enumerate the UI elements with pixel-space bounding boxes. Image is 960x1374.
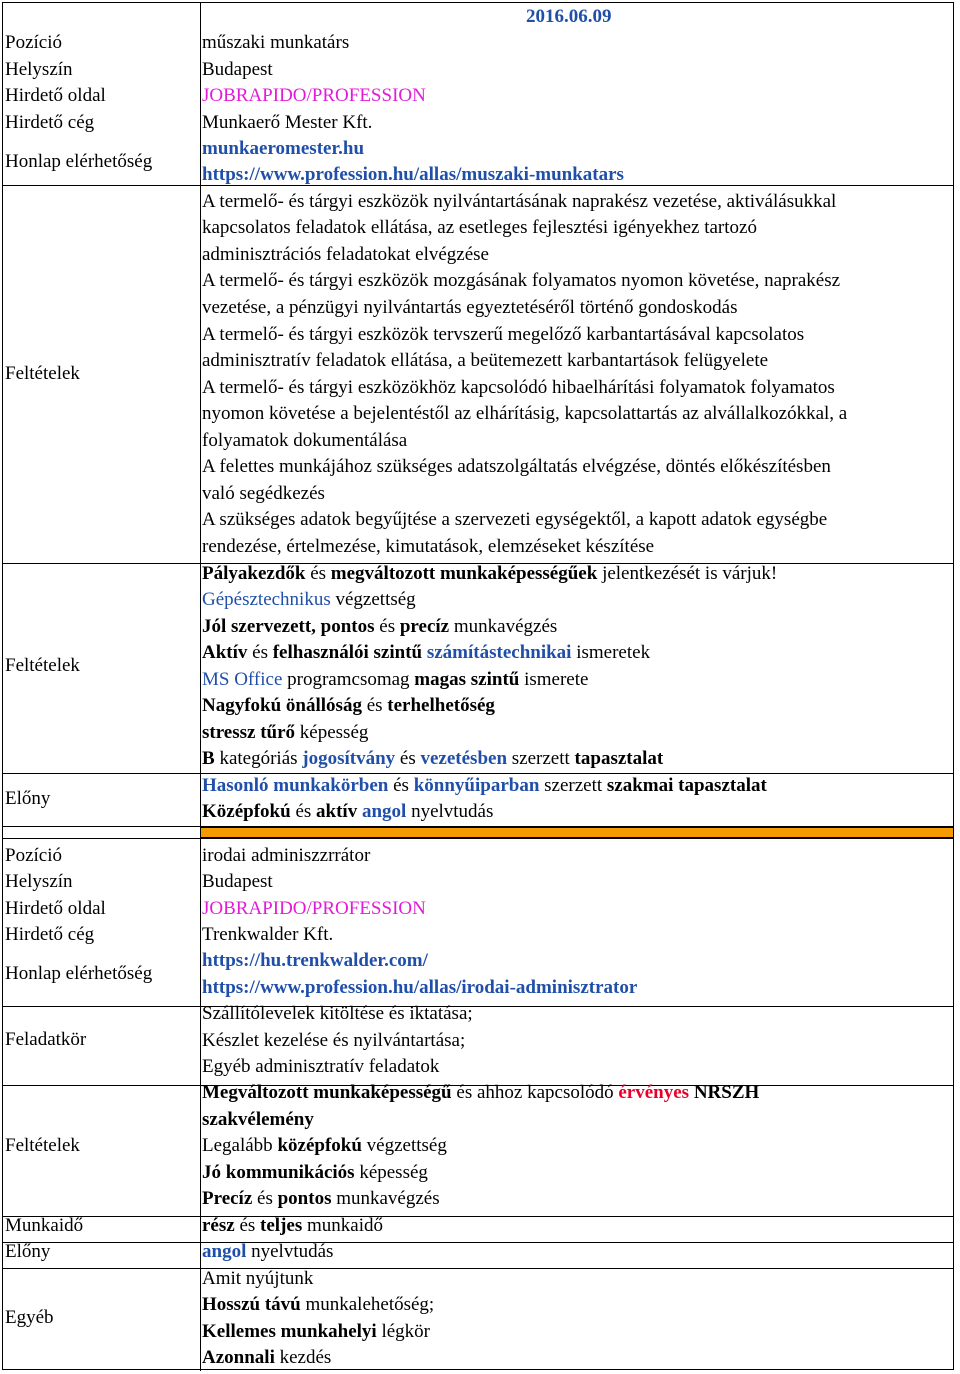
job1-duty-line: A termelő- és tárgyi eszközök nyilvántartásának naprakész vezetése, aktiválásukkal [202, 191, 837, 212]
job1-helyszin: Budapest [202, 59, 273, 80]
job1-req-line: Aktív és felhasználói szintű számítástechnikai ismeretek [202, 642, 651, 663]
label-honlap: Honlap elérhetőség [5, 963, 153, 984]
row-divider [3, 838, 953, 839]
job2-duty-line: Egyéb adminisztratív feladatok [202, 1056, 440, 1077]
job2-egyeb-line: Hosszú távú munkalehetőség; [202, 1294, 435, 1315]
job2-hirdeto-ceg: Trenkwalder Kft. [202, 924, 334, 945]
label-munkaido: Munkaidő [5, 1215, 84, 1236]
job1-req-line: Pályakezdők és megváltozott munkaképességűek jelentkezését is várjuk! [202, 563, 778, 584]
job2-duty-line: Szállítólevelek kitöltése és iktatása; [202, 1003, 473, 1024]
job2-egyeb-line: Kellemes munkahelyi légkör [202, 1321, 430, 1342]
job1-duty-line: A termelő- és tárgyi eszközök mozgásának folyamatos nyomon követése, naprakész [202, 270, 841, 291]
job1-duty-line: folyamatok dokumentálása [202, 430, 408, 451]
label-helyszin: Helyszín [5, 871, 73, 892]
job1-hirdeto-oldal: JOBRAPIDO/PROFESSION [202, 85, 426, 106]
row-divider [3, 1006, 953, 1007]
job1-website-link[interactable]: munkaeromester.hu [202, 138, 365, 159]
job2-req-line: szakvélemény [202, 1109, 314, 1130]
job1-duty-line: A felettes munkájához szükséges adatszolgáltatás elvégzése, döntés előkészítésben [202, 456, 831, 477]
job1-req-line: Gépésztechnikus végzettség [202, 589, 416, 610]
job2-req-line: Precíz és pontos munkavégzés [202, 1188, 440, 1209]
label-helyszin: Helyszín [5, 59, 73, 80]
job2-elony: angol nyelvtudás [202, 1241, 334, 1262]
job1-advantage-line: Hasonló munkakörben és könnyűiparban szerzett szakmai tapasztalat [202, 775, 767, 796]
label-feladatkor: Feladatkör [5, 1029, 87, 1050]
job2-req-line: Legalább középfokú végzettség [202, 1135, 447, 1156]
label-egyeb: Egyéb [5, 1307, 54, 1328]
orange-separator-band [201, 827, 953, 838]
job1-duty-line: való segédkezés [202, 483, 325, 504]
label-elony: Előny [5, 1241, 51, 1262]
job2-helyszin: Budapest [202, 871, 273, 892]
job2-hirdeto-oldal: JOBRAPIDO/PROFESSION [202, 898, 426, 919]
job1-hirdeto-ceg: Munkaerő Mester Kft. [202, 112, 373, 133]
job1-pozicio: műszaki munkatárs [202, 32, 350, 53]
job1-duty-line: adminisztratív feladatok ellátása, a beütemezett karbantartások felügyelete [202, 350, 769, 371]
label-elony: Előny [5, 788, 51, 809]
job1-req-line: Jól szervezett, pontos és precíz munkavégzés [202, 616, 558, 637]
label-hirdeto-ceg: Hirdető cég [5, 112, 95, 133]
column-divider [200, 3, 201, 1371]
job1-duty-line: nyomon követése a bejelentéstől az elhárításig, kapcsolattartás az alvállalkozókkal, a [202, 403, 848, 424]
row-divider [3, 1242, 953, 1243]
job1-req-line: stressz tűrő képesség [202, 722, 369, 743]
job2-website-link[interactable]: https://hu.trenkwalder.com/ [202, 950, 428, 971]
job2-pozicio: irodai adminiszzrrátor [202, 845, 371, 866]
label-honlap: Honlap elérhetőség [5, 151, 153, 172]
label-hirdeto-ceg: Hirdető cég [5, 924, 95, 945]
job1-profession-link[interactable]: https://www.profession.hu/allas/muszaki-munkatars [202, 164, 624, 185]
job1-duty-line: A termelő- és tárgyi eszközökhöz kapcsolódó hibaelhárítási folyamatok folyamatos [202, 377, 835, 398]
job2-egyeb-title: Amit nyújtunk [202, 1268, 314, 1289]
label-feltetelek: Feltételek [5, 655, 80, 676]
job1-duty-line: rendezése, értelmezése, kimutatások, elemzéseket készítése [202, 536, 655, 557]
job2-req-line: Jó kommunikációs képesség [202, 1162, 428, 1183]
job1-req-line: Nagyfokú önállóság és terhelhetőség [202, 695, 495, 716]
job2-duty-line: Készlet kezelése és nyilvántartása; [202, 1030, 466, 1051]
job1-duty-line: vezetése, a pénzügyi nyilvántartás egyeztetéséről történő gondoskodás [202, 297, 738, 318]
label-feltetelek: Feltételek [5, 1135, 80, 1156]
job1-advantage-line: Középfokú és aktív angol nyelvtudás [202, 801, 494, 822]
job2-profession-link[interactable]: https://www.profession.hu/allas/irodai-adminisztrator [202, 977, 638, 998]
job2-egyeb-line: Azonnali kezdés [202, 1347, 332, 1368]
job1-duty-line: kapcsolatos feladatok ellátása, az esetleges fejlesztési igényekhez tartozó [202, 217, 757, 238]
job1-duty-line: adminisztrációs feladatokat elvégzése [202, 244, 489, 265]
job1-duty-line: A szükséges adatok begyűjtése a szervezeti egységektől, a kapott adatok egységbe [202, 509, 828, 530]
job1-req-line: MS Office programcsomag magas szintű ismerete [202, 669, 589, 690]
job1-duty-line: A termelő- és tárgyi eszközök tervszerű megelőző karbantartásával kapcsolatos [202, 324, 805, 345]
label-pozicio: Pozíció [5, 845, 62, 866]
label-hirdeto-oldal: Hirdető oldal [5, 85, 106, 106]
row-divider [3, 1268, 953, 1269]
label-pozicio: Pozíció [5, 32, 62, 53]
posting-date: 2016.06.09 [526, 6, 612, 27]
job2-req-line: Megváltozott munkaképességű és ahhoz kapcsolódó érvényes NRSZH [202, 1082, 760, 1103]
label-hirdeto-oldal: Hirdető oldal [5, 898, 106, 919]
label-feltetelek: Feltételek [5, 363, 80, 384]
row-divider [3, 1216, 953, 1217]
job2-munkaido: rész és teljes munkaidő [202, 1215, 383, 1236]
job1-req-line: B kategóriás jogosítvány és vezetésben szerzett tapasztalat [202, 748, 664, 769]
